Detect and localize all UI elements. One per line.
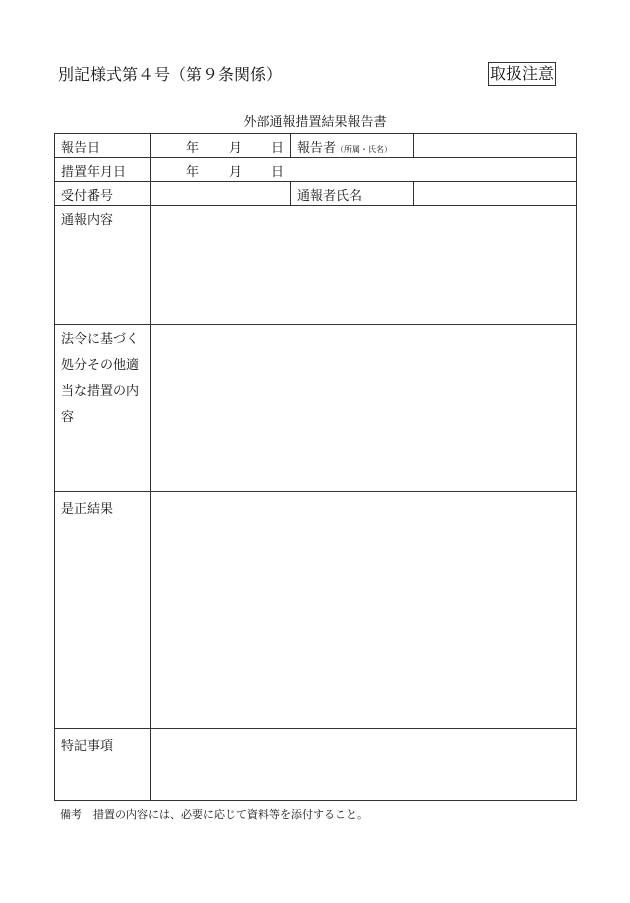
special-notes-field[interactable] bbox=[150, 728, 577, 801]
whistleblower-name-label: 通報者氏名 bbox=[290, 181, 414, 206]
correction-result-field[interactable] bbox=[150, 491, 577, 729]
year-label: 年 bbox=[186, 165, 200, 180]
correction-result-label: 是正結果 bbox=[54, 491, 151, 729]
reporter-label bbox=[290, 133, 414, 158]
receipt-number-field[interactable] bbox=[150, 181, 291, 206]
receipt-number-label: 受付番号 bbox=[54, 181, 151, 206]
year-label: 年 bbox=[186, 141, 200, 156]
report-date-label: 報告日 bbox=[54, 133, 151, 158]
report-content-field[interactable] bbox=[150, 205, 577, 325]
handling-caution-stamp: 取扱注意 bbox=[488, 62, 556, 86]
action-date-label: 措置年月日 bbox=[54, 157, 151, 182]
month-label: 月 bbox=[229, 165, 243, 180]
action-date-field[interactable] bbox=[150, 157, 577, 182]
legal-action-label: 法令に基づく処分その他適当な措置の内容 bbox=[54, 324, 151, 492]
report-content-label: 通報内容 bbox=[54, 205, 151, 325]
special-notes-label: 特記事項 bbox=[54, 728, 151, 801]
whistleblower-name-field[interactable] bbox=[413, 181, 577, 206]
document-title: 外部通報措置結果報告書 bbox=[243, 115, 387, 130]
day-label: 日 bbox=[271, 141, 285, 156]
reporter-label-text: 報告者 bbox=[297, 141, 337, 156]
form-number: 別記様式第４号（第９条関係） bbox=[58, 65, 283, 84]
reporter-sub-label: （所属・氏名） bbox=[336, 145, 393, 154]
remarks-note: 備考 措置の内容には、必要に応じて資料等を添付すること。 bbox=[60, 808, 368, 821]
reporter-field[interactable] bbox=[413, 133, 577, 158]
report-date-field[interactable] bbox=[150, 133, 291, 158]
day-label: 日 bbox=[271, 165, 285, 180]
month-label: 月 bbox=[229, 141, 243, 156]
legal-action-field[interactable] bbox=[150, 324, 577, 492]
